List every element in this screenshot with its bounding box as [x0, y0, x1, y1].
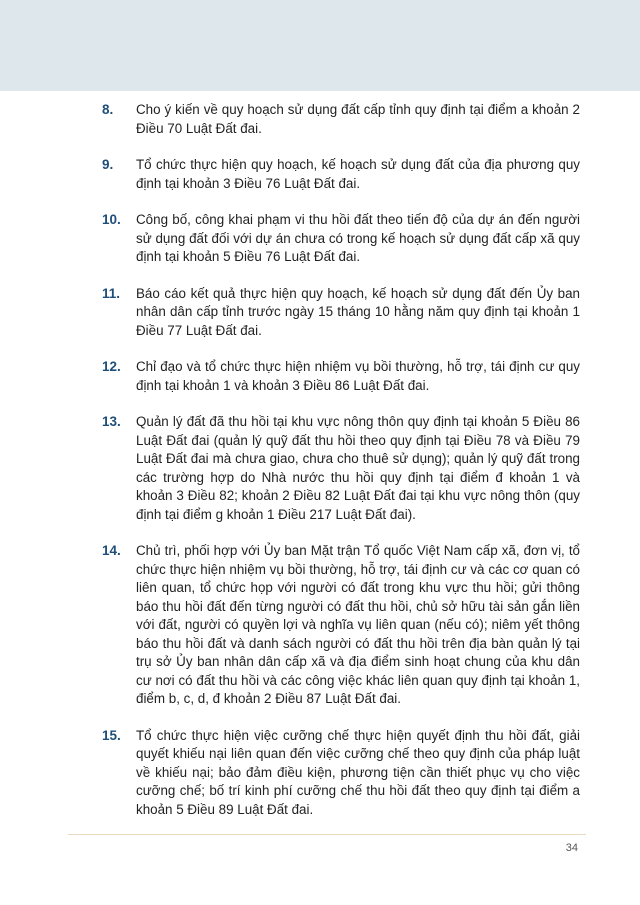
list-item [102, 413, 580, 524]
list-item [102, 727, 580, 820]
item-number: 14. [102, 543, 121, 558]
item-text: Cho ý kiến về quy hoạch sử dụng đất cấp tỉnh quy định tại điểm a khoản 2 Điều 70 Luật Đất đai. [136, 102, 580, 136]
item-text: Chủ trì, phối hợp với Ủy ban Mặt trận Tổ quốc Việt Nam cấp xã, đơn vị, tổ chức thực hiện nhiệm vụ bồi thường, hỗ trợ, tái định cư và các cơ quan có liên quan, tổ chức họp với người có đất trong khu vực thu hồi; gửi thông báo thu hồi đất đến từng người có đất thu hồi, chủ sở hữu tài sản gắn liền với đất, người có quyền lợi và nghĩa vụ liên quan (nếu có); niêm yết thông báo thu hồi đất và danh sách người có đất thu hồi trên địa bàn quản lý tại trụ sở Ủy ban nhân dân cấp xã và địa điểm sinh hoạt chung của khu dân cư nơi có đất thu hồi và các công việc khác liên quan quy định tại khoản 1, điểm b, c, d, đ khoản 2 Điều 87 Luật Đất đai. [136, 543, 580, 706]
header-band [0, 0, 640, 91]
list-item [102, 211, 580, 267]
item-number: 10. [102, 212, 121, 227]
list-item [102, 101, 580, 138]
list-item [102, 285, 580, 341]
footer-divider [68, 834, 586, 835]
item-number: 12. [102, 359, 121, 374]
item-text: Tổ chức thực hiện quy hoạch, kế hoạch sử dụng đất của địa phương quy định tại khoản 3 Điều 76 Luật Đất đai. [136, 157, 580, 191]
item-text: Công bố, công khai phạm vi thu hồi đất theo tiến độ của dự án đến người sử dụng đất đối với dự án chưa có trong kế hoạch sử dụng đất cấp xã quy định tại khoản 5 Điều 76 Luật Đất đai. [136, 212, 580, 264]
list-item [102, 156, 580, 193]
item-number: 8. [102, 102, 114, 117]
list-item [102, 358, 580, 395]
item-text: Chỉ đạo và tổ chức thực hiện nhiệm vụ bồi thường, hỗ trợ, tái định cư quy định tại khoản 1 và khoản 3 Điều 86 Luật Đất đai. [136, 359, 580, 393]
item-text: Quản lý đất đã thu hồi tại khu vực nông thôn quy định tại khoản 5 Điều 86 Luật Đất đai (quản lý quỹ đất thu hồi theo quy định tại Điều 78 và Điều 79 Luật Đất đai mà chưa giao, chưa cho thuê sử dụng); quản lý quỹ đất trong các trường hợp do Nhà nước thu hồi quy định tại điểm đ khoản 1 và khoản 3 Điều 82; khoản 2 Điều 82 Luật Đất đai tại khu vực nông thôn (quy định tại điểm g khoản 1 Điều 217 Luật Đất đai). [136, 414, 580, 522]
item-number: 9. [102, 157, 114, 172]
item-text: Báo cáo kết quả thực hiện quy hoạch, kế hoạch sử dụng đất đến Ủy ban nhân dân cấp tỉnh trước ngày 15 tháng 10 hằng năm quy định tại khoản 1 Điều 77 Luật Đất đai. [136, 285, 580, 338]
item-number: 13. [102, 414, 121, 429]
item-text: Tổ chức thực hiện việc cưỡng chế thực hiện quyết định thu hồi đất, giải quyết khiếu nại liên quan đến việc cưỡng chế theo quy định của pháp luật về khiếu nại; bảo đảm điều kiện, phương tiện cần thiết phục vụ cho việc cưỡng chế; bố trí kinh phí cưỡng chế thu hồi đất theo quy định tại điểm a khoản 5 Điều 89 Luật Đất đai. [136, 727, 580, 817]
item-number: 15. [102, 727, 121, 743]
page-number: 34 [565, 842, 578, 854]
list-item [102, 542, 580, 709]
item-number: 11. [102, 285, 121, 301]
numbered-list [102, 101, 580, 837]
